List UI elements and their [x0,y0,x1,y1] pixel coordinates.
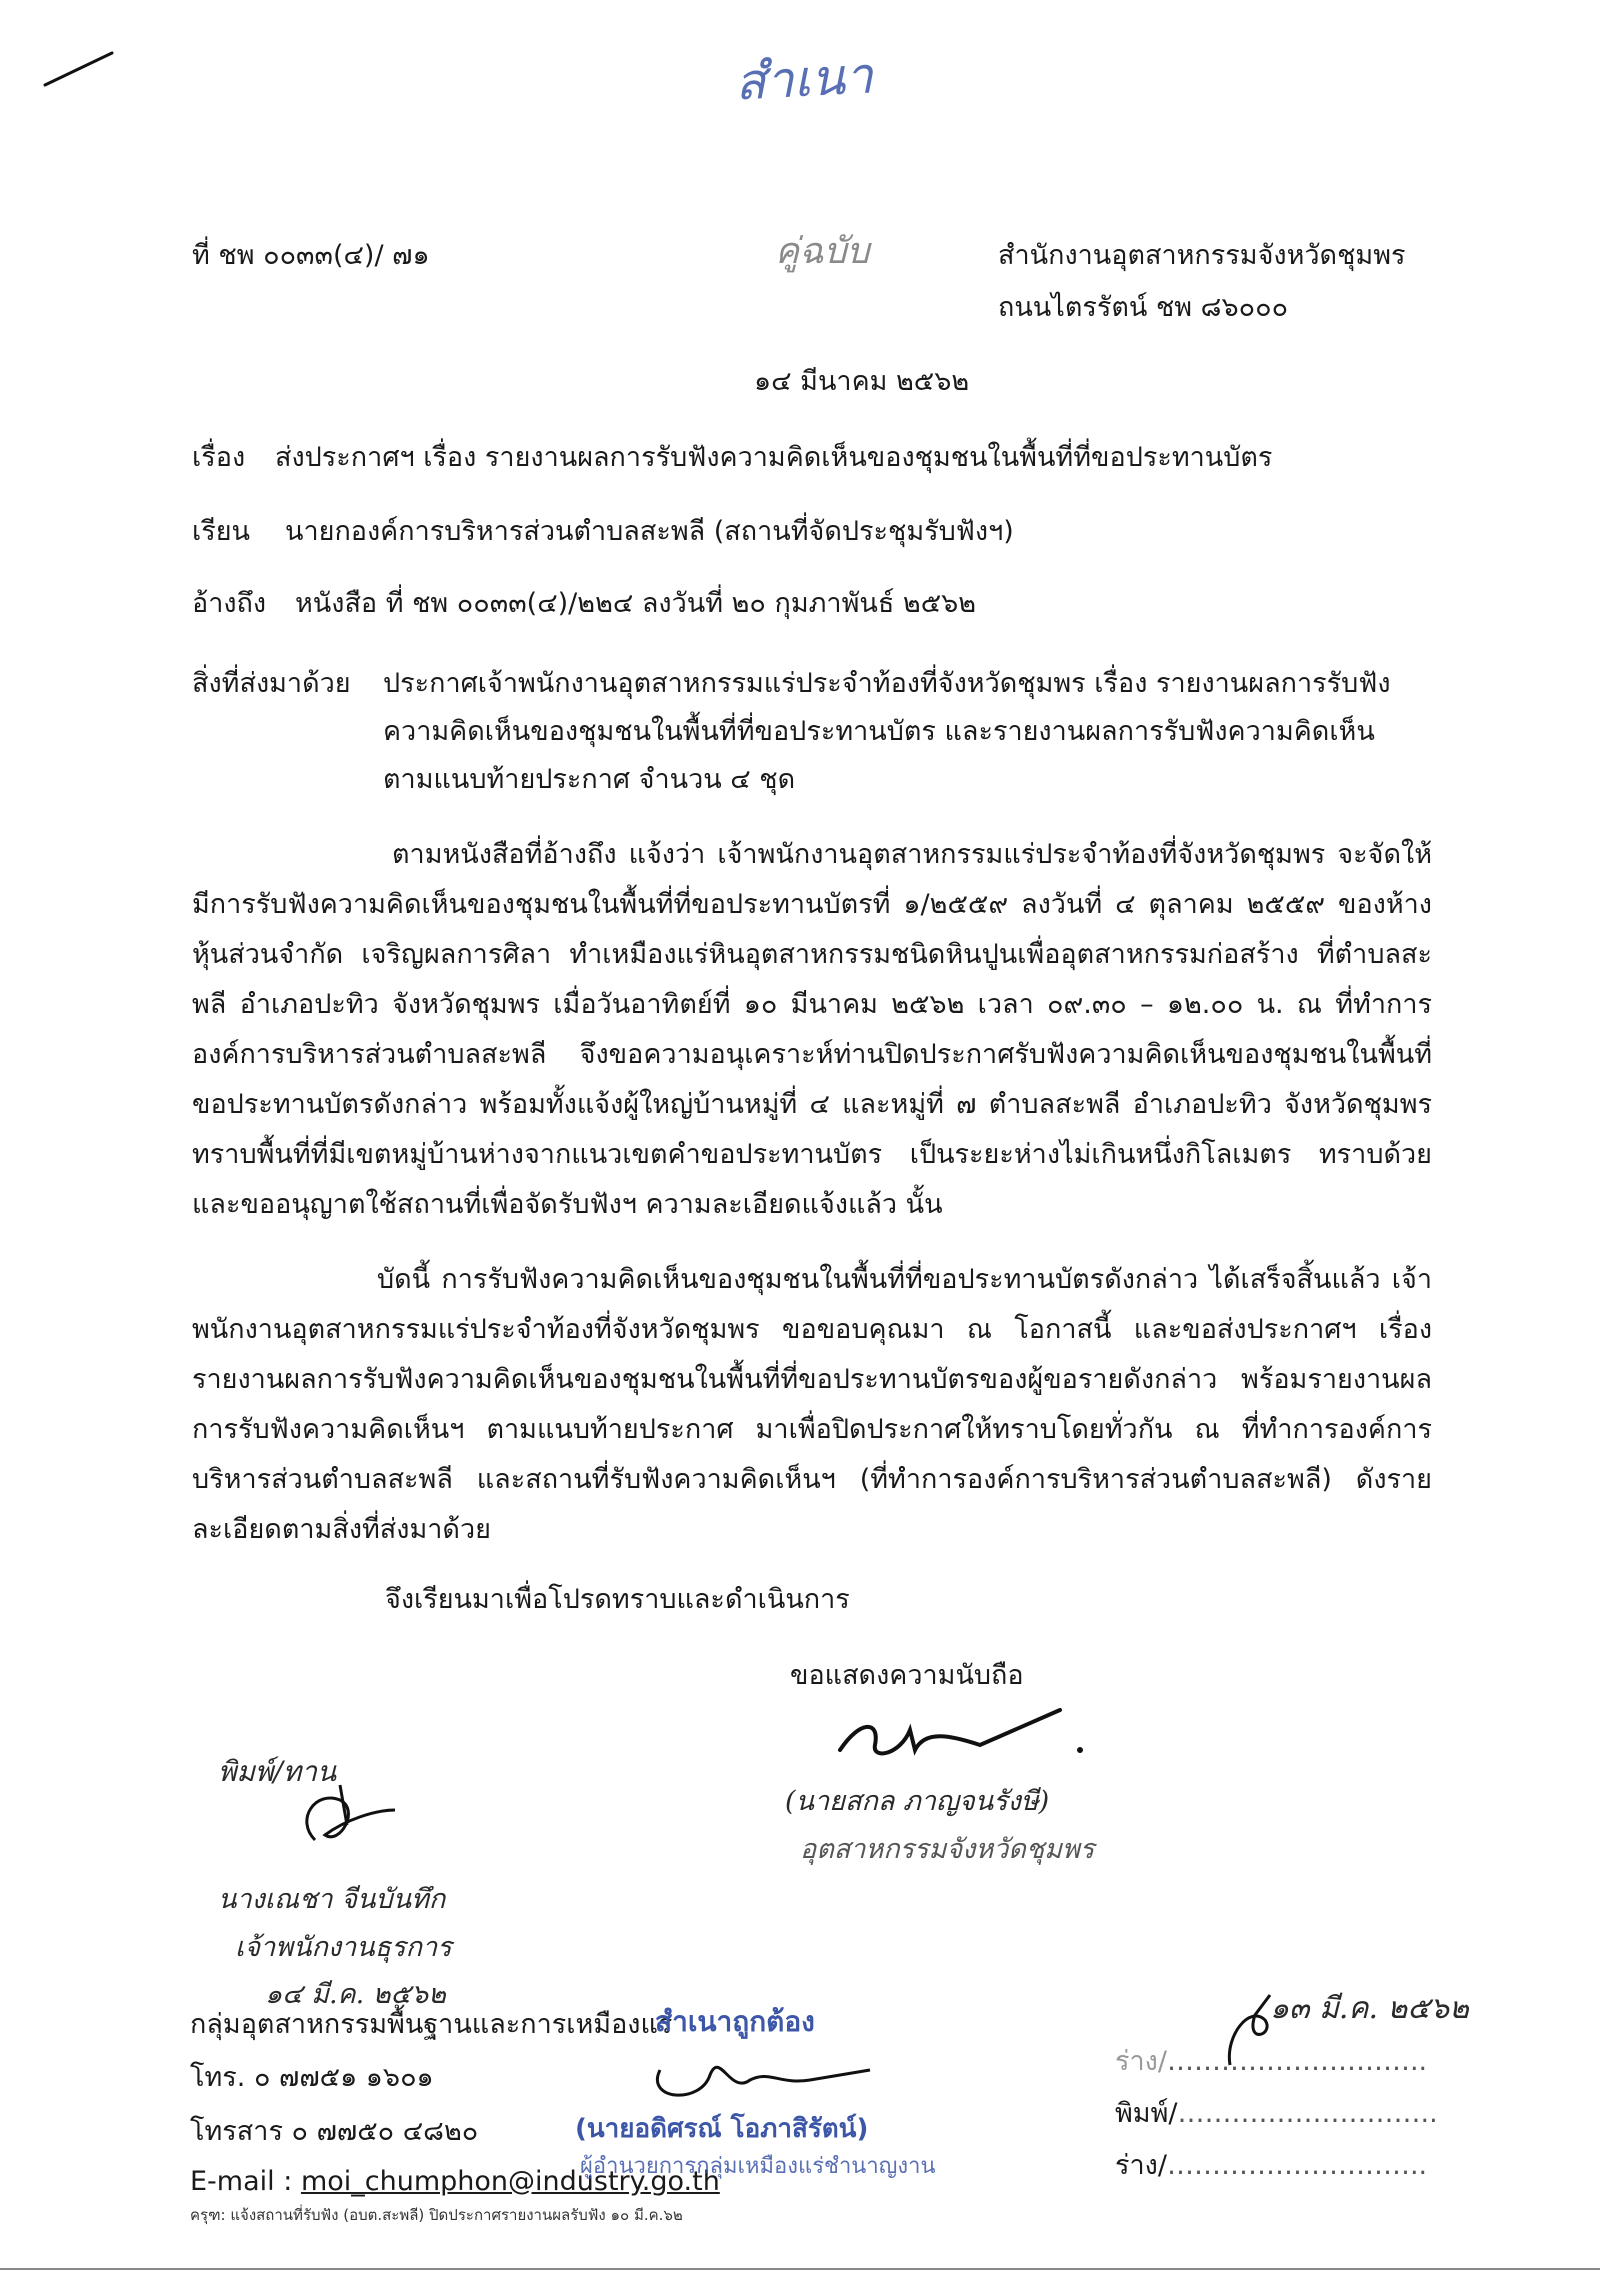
footer-note: ครุฑ: แจ้งสถานที่รับฟัง (อบต.สะพลี) ปิดประกาศรายงานผลรับฟัง ๑๐ มี.ค.๖๒ [190,2206,683,2224]
body-paragraph-1: ตามหนังสือที่อ้างถึง แจ้งว่า เจ้าพนักงานอุตสาหกรรมแร่ประจำท้องที่จังหวัดชุมพร จะจัดให้มีการรับฟังความคิดเห็นของชุมชนในพื้นที่ที่ขอประทานบัตรที่ ๑/๒๕๕๙ ลงวันที่ ๔ ตุลาคม ๒๕๕๙ ของห้างหุ้นส่วนจำกัด เจริญผลการศิลา ทำเหมืองแร่หินอุตสาหกรรมชนิดหินปูนเพื่ออุตสาหกรรมก่อสร้าง ที่ตำบลสะพลี อำเภอปะทิว จังหวัดชุมพร เมื่อวันอาทิตย์ที่ ๑๐ มีนาคม ๒๕๖๒ เวลา ๐๙.๓๐ – ๑๒.๐๐ น. ณ ที่ทำการองค์การบริหารส่วนตำบลสะพลี จึงขอความอนุเคราะห์ท่านปิดประกาศรับฟังความคิดเห็นของชุมชนในพื้นที่ขอประทานบัตรดังกล่าว พร้อมทั้งแจ้งผู้ใหญ่บ้านหมู่ที่ ๔ และหมู่ที่ ๗ ตำบลสะพลี อำเภอปะทิว จังหวัดชุมพร ทราบพื้นที่ที่มีเขตหมู่บ้านห่างจากแนวเขตคำขอประทานบัตร เป็นระยะห่างไม่เกินหนึ่งกิโลเมตร ทราบด้วย และขออนุญาตใช้สถานที่เพื่อจัดรับฟังฯ ความละเอียดแจ้งแล้ว นั้น [192,839,1432,1220]
print-label: พิมพ์/ [1115,2098,1178,2129]
pen-mark [40,45,120,95]
reference-label: อ้างถึง [192,588,267,619]
certifier-name: (นายอดิศรณ์ โอภาสิรัตน์) [575,2114,869,2144]
recipient-text: นายกองค์การบริหารส่วนตำบลสะพลี (สถานที่จัดประชุมรับฟังฯ) [285,516,1014,547]
copy-stamp-top: สำเนา [733,46,875,112]
copy-stamp: คู่ฉบับ [775,231,870,272]
draft2-label: ร่าง/ [1115,2150,1167,2181]
certified-copy-label: สำเนาถูกต้อง [655,2005,815,2038]
subject-text: ส่งประกาศฯ เรื่อง รายงานผลการรับฟังความคิดเห็นของชุมชนในพื้นที่ที่ขอประทานบัตร [275,442,1273,473]
scan-edge [0,2268,1600,2270]
signer-name: (นายสกล ภาญจนรังษี) [785,1786,1050,1817]
draft-line [1115,2042,1427,2082]
enclosure-line-1: ประกาศเจ้าพนักงานอุตสาหกรรมแร่ประจำท้องที่จังหวัดชุมพร เรื่อง รายงานผลการรับฟัง [383,668,1391,699]
draft2-dots: ……………………….. [1166,2150,1428,2181]
enclosure-line-3: ตามแนบท้ายประกาศ จำนวน ๔ ชุด [383,764,796,795]
department: กลุ่มอุตสาหกรรมพื้นฐานและการเหมืองแร่ [190,2009,673,2040]
body-paragraph-2: บัดนี้ การรับฟังความคิดเห็นของชุมชนในพื้นที่ที่ขอประทานบัตรดังกล่าว ได้เสร็จสิ้นแล้ว เจ้าพนักงานอุตสาหกรรมแร่ประจำท้องที่จังหวัดชุมพร ขอขอบคุณมา ณ โอกาสนี้ และขอส่งประกาศฯ เรื่อง รายงานผลการรับฟังความคิดเห็นของชุมชนในพื้นที่ที่ขอประทานบัตรของผู้ขอรายดังกล่าว พร้อมรายงานผลการรับฟังความคิดเห็นฯ ตามแนบท้ายประกาศ มาเพื่อปิดประกาศให้ทราบโดยทั่วกัน ณ ที่ทำการองค์การบริหารส่วนตำบลสะพลี และสถานที่รับฟังความคิดเห็นฯ (ที่ทำการองค์การบริหารส่วนตำบลสะพลี) ดังรายละเอียดตามสิ่งที่ส่งมาด้วย [192,1264,1432,1545]
org-address: ถนนไตรรัตน์ ชพ ๘๖๐๐๐ [998,292,1289,323]
recipient-label: เรียน [192,516,251,547]
doc-number: ที่ ชพ ๐๐๓๓(๔)/ ๗๑ [192,240,430,271]
print-dots: ……………………….. [1177,2098,1438,2129]
enclosure-line-2: ความคิดเห็นของชุมชนในพื้นที่ที่ขอประทานบัตร และรายงานผลการรับฟังความคิดเห็น [383,716,1375,747]
print-line [1115,2094,1438,2134]
reference-text: หนังสือ ที่ ชพ ๐๐๓๓(๔)/๒๒๔ ลงวันที่ ๒๐ กุมภาพันธ์ ๒๕๖๒ [295,588,977,619]
respect-closing: ขอแสดงความนับถือ [790,1660,1024,1691]
signature-mark [830,1700,1090,1770]
typist-name: นางเณชา จีนบันทึก [218,1884,446,1915]
draft2-line [1115,2146,1427,2186]
phone: โทร. ๐ ๗๗๕๑ ๑๖๐๑ [190,2062,434,2093]
typist-position: เจ้าพนักงานธุรการ [235,1932,452,1963]
fax: โทรสาร ๐ ๗๗๕๐ ๔๘๒๐ [190,2116,479,2147]
org-name: สำนักงานอุตสาหกรรมจังหวัดชุมพร [998,240,1406,271]
draft-dots: ……………………….. [1166,2046,1428,2077]
initial-signature [285,1780,405,1860]
certifier-signature [640,2040,880,2110]
typist-date: ๑๔ มี.ค. ๒๕๖๒ [265,1979,446,2010]
certifier-position: ผู้อำนวยการกลุ่มเหมืองแร่ชำนาญงาน [580,2154,936,2179]
subject-label: เรื่อง [192,442,246,473]
doc-date: ๑๔ มีนาคม ๒๕๖๒ [754,366,970,397]
closing-line: จึงเรียนมาเพื่อโปรดทราบและดำเนินการ [385,1584,850,1615]
email-label: E-mail : [190,2166,293,2197]
email-link[interactable]: moi_chumphon@industry.go.th [300,2166,720,2197]
enclosure-label: สิ่งที่ส่งมาด้วย [192,668,351,699]
received-date: ๑๓ มี.ค. ๒๕๖๒ [1270,1991,1469,2026]
signer-position: อุตสาหกรรมจังหวัดชุมพร [800,1834,1095,1865]
typed-by-label: พิมพ์/ทาน [218,1755,337,1788]
draft-label: ร่าง/ [1115,2046,1167,2077]
